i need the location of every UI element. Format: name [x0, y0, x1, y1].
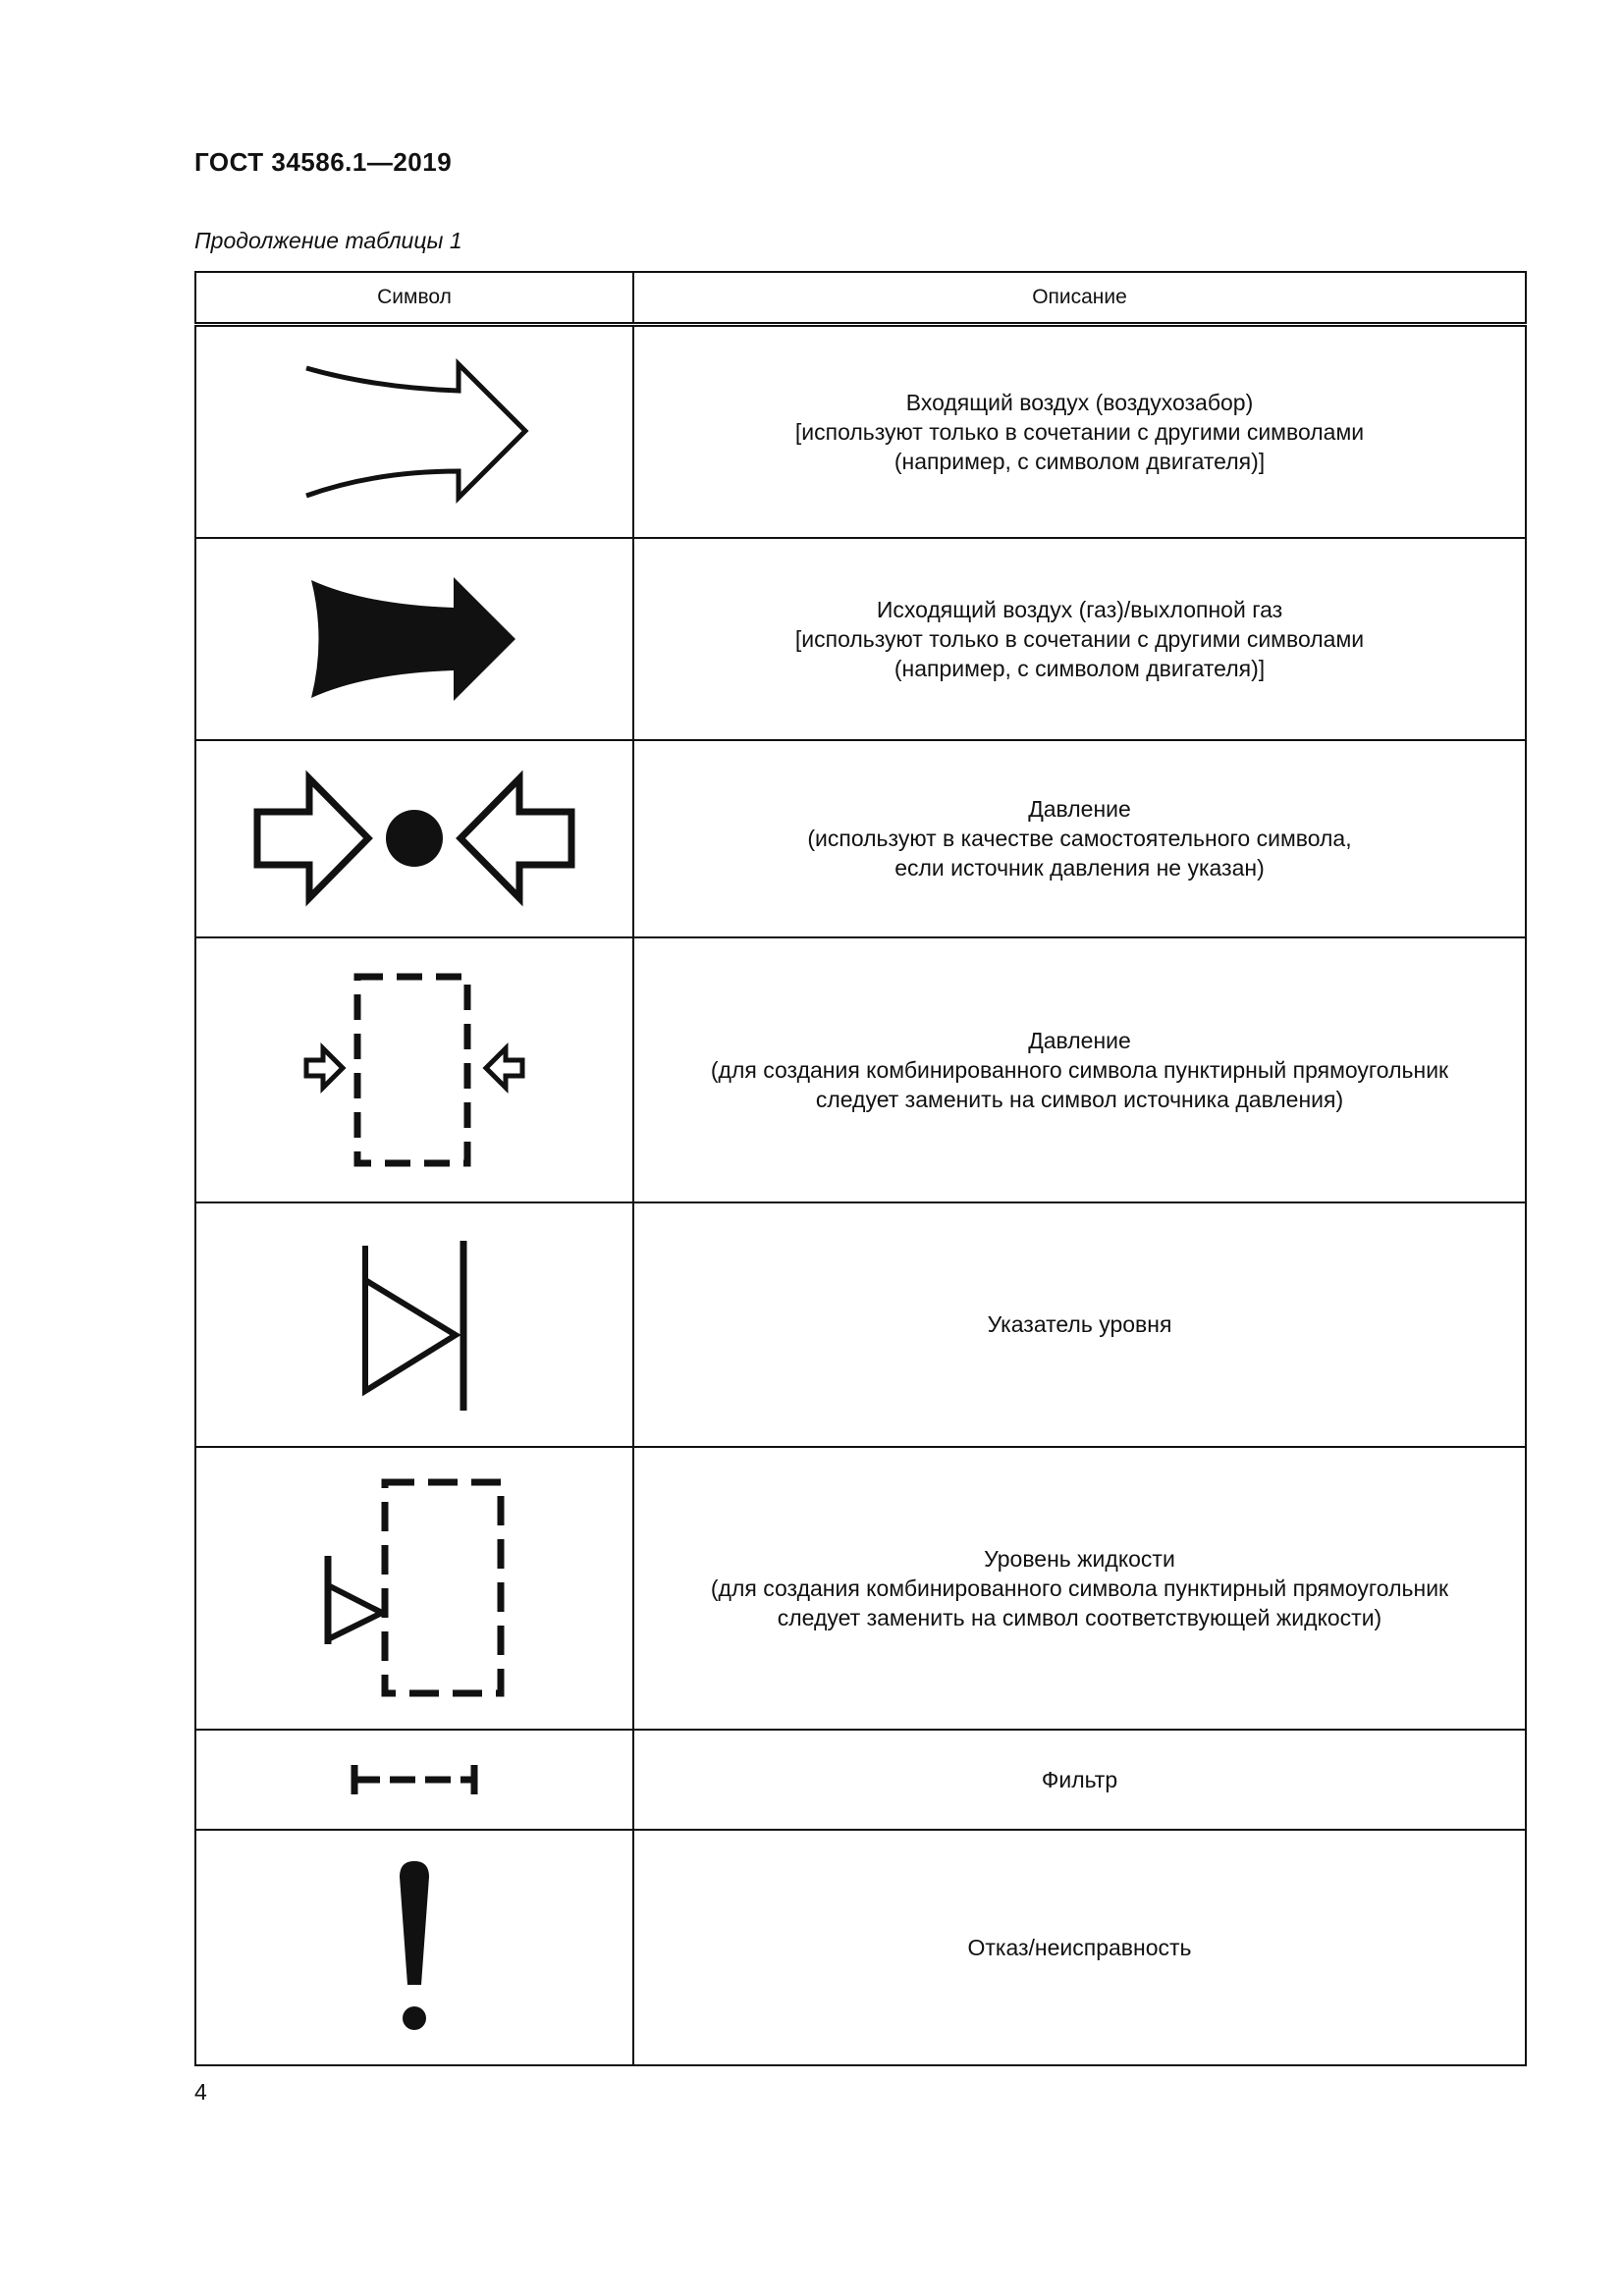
table-row: [195, 1830, 1526, 2065]
description-line: (для создания комбинированного символа пунктирный прямоугольник: [710, 1575, 1449, 1601]
description-line: (для создания комбинированного символа пунктирный прямоугольник: [710, 1056, 1449, 1083]
liquid-level-icon: [321, 1477, 508, 1698]
column-header-symbol: Символ: [195, 272, 633, 325]
description-line: если источник давления не указан): [894, 855, 1265, 881]
level-indicator-icon: [355, 1236, 473, 1413]
table-row: [195, 325, 1526, 538]
description-line: Указатель уровня: [987, 1311, 1172, 1337]
symbol-cell: [195, 1730, 633, 1830]
table-row: [195, 740, 1526, 937]
air-intake-icon: [297, 358, 532, 506]
description-cell: [633, 325, 1526, 538]
description-line: Давление: [1028, 1027, 1131, 1053]
description-line: (например, с символом двигателя)]: [893, 655, 1266, 681]
description-line: Отказ/неисправность: [967, 1934, 1192, 1960]
description-line: следует заменить на символ источника давления): [815, 1086, 1344, 1112]
filter-icon: [351, 1763, 478, 1796]
table-row: [195, 538, 1526, 740]
description-line: (например, с символом двигателя)]: [893, 448, 1266, 474]
document-standard-number: ГОСТ 34586.1—2019: [194, 147, 453, 177]
description-cell: [633, 1730, 1526, 1830]
symbol-cell: [195, 1202, 633, 1447]
description-cell: [633, 1202, 1526, 1447]
description-line: Фильтр: [1041, 1766, 1118, 1792]
description-cell: [633, 937, 1526, 1202]
column-header-description: Описание: [633, 272, 1526, 325]
description-cell: [633, 740, 1526, 937]
symbol-cell: [195, 1830, 633, 2065]
symbol-cell: [195, 325, 633, 538]
pressure-combined-icon: [301, 972, 527, 1168]
description-line: следует заменить на символ соответствующей жидкости): [777, 1604, 1382, 1630]
description-cell: [633, 1830, 1526, 2065]
table-caption: Продолжение таблицы 1: [194, 228, 462, 253]
table-row: [195, 937, 1526, 1202]
page-number: 4: [194, 2079, 207, 2105]
symbol-cell: [195, 937, 633, 1202]
symbol-cell: [195, 538, 633, 740]
description-cell: [633, 538, 1526, 740]
description-line: Давление: [1028, 796, 1131, 822]
description-line: [используют только в сочетании с другими символами: [794, 625, 1365, 652]
description-cell: [633, 1447, 1526, 1730]
description-line: (используют в качестве самостоятельного символа,: [807, 826, 1352, 851]
pressure-icon: [252, 774, 576, 902]
description-line: Исходящий воздух (газ)/выхлопной газ: [876, 596, 1283, 622]
table-row: [195, 1730, 1526, 1830]
air-exhaust-icon: [306, 575, 522, 703]
symbol-cell: [195, 1447, 633, 1730]
symbol-cell: [195, 740, 633, 937]
symbols-table: [194, 271, 1527, 2066]
description-line: Уровень жидкости: [984, 1545, 1175, 1572]
table-header-row: [195, 272, 1526, 325]
failure-icon: [390, 1859, 439, 2036]
description-line: Входящий воздух (воздухозабор): [905, 389, 1254, 415]
description-line: [используют только в сочетании с другими символами: [794, 418, 1365, 445]
table-row: [195, 1202, 1526, 1447]
table-row: [195, 1447, 1526, 1730]
